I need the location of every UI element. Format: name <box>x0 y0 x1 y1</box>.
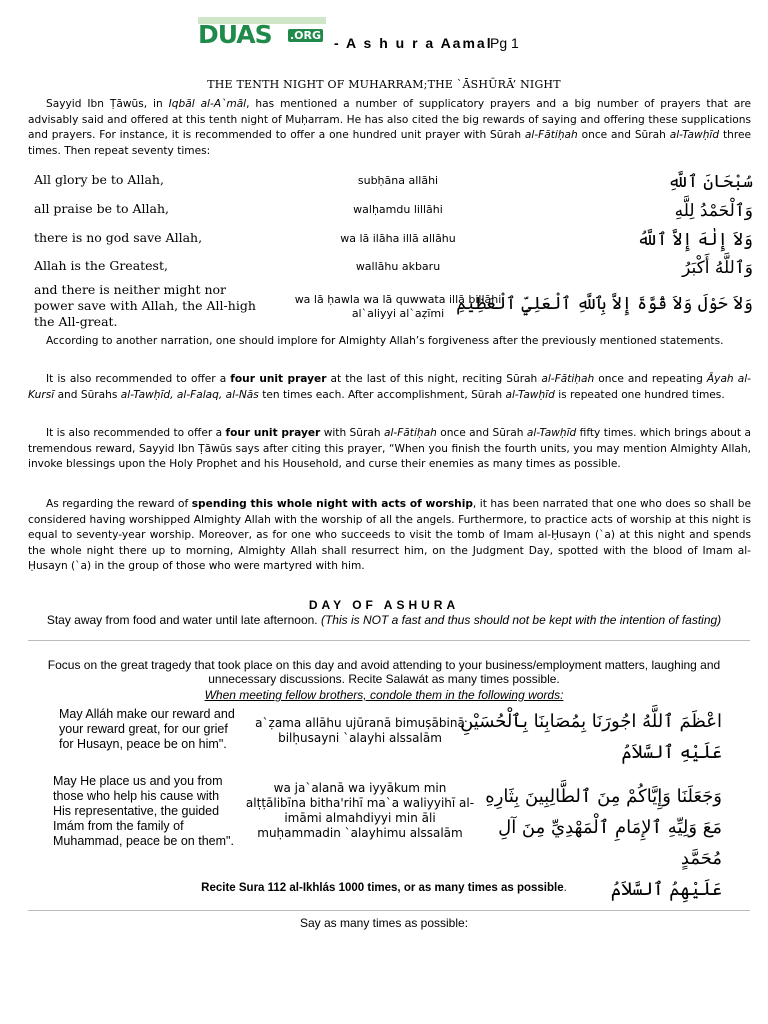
condolence-1-english: May Alláh make our reward and your reward great, for our grief for Husayn, peace be on him". <box>59 707 235 751</box>
condole-instruction: When meeting fellow brothers, condole them in the following words: <box>204 688 564 702</box>
divider <box>28 640 750 641</box>
page-number: Pg 1 <box>490 35 519 51</box>
tasbih-arabic: وَٱللَّهُ أَكْبَرُ <box>682 258 753 278</box>
condolence-1-arabic: اعْظَمَ ٱللَّهُ اجُورَنَا بِمُصَابِنَا بِٱلْحُسَيْنِ عَلَيْهِ ٱلسَّلاَمُ <box>460 711 722 763</box>
say-many-times: Say as many times as possible: <box>299 916 469 930</box>
reward-paragraph: As regarding the reward of spending this whole night with acts of worship, it has been narrated that one who does so shall be considered having worshipped Almighty Allah with the worship of all the angels. Furthermore, to practice acts of worship at this night is equal to seventy-year worship. Moreover, as for one who succeeds to visit the tomb of Imam al-Ḥusayn (`a) at this night and spends the whole night there up to morning, Almighty Allah shall resurrect him, on the Judgment Day, spotted with the blood of Imam al-Ḥusayn (`a) in the group of those who were martyred with him. <box>28 498 751 572</box>
duas-logo[interactable] <box>196 15 332 47</box>
condolence-2-english: May He place us and you from those who help his cause with His representative, the guided Imám from the family of Muhammad, peace be on them". <box>53 774 234 848</box>
tasbih-transliteration: wa lā ḥawla wa lā quwwata illā billāhi al`aliyyi al`aẓīmi <box>294 293 502 320</box>
narration-paragraph: According to another narration, one should implore for Almighty Allah’s forgiveness after the previously mentioned statements. <box>46 335 724 347</box>
tasbih-arabic: سُبْحَانَ ٱللَّهِ <box>667 172 753 192</box>
tasbih-arabic: وَٱلْحَمْدُ لِلَّهِ <box>674 201 753 221</box>
tasbih-english: all praise be to Allah, <box>34 201 170 216</box>
tasbih-row <box>28 282 753 330</box>
tasbih-transliteration: subḥāna allāhi <box>357 174 439 187</box>
logo-text: DUAS <box>198 20 272 49</box>
divider <box>28 910 750 911</box>
day-title: DAY OF ASHURA <box>308 598 460 612</box>
night-title: THE TENTH NIGHT OF MUHARRAM;THE `ĀSHŪRĀ’ NIGHT <box>207 78 561 91</box>
four-unit-paragraph-2: It is also recommended to offer a four unit prayer with Sūrah al-Fātiḥah once and Sūrah al-Tawḥīd fifty times. which brings about a tremendous reward, Sayyid Ibn Ṭāwūs says after citing this prayer, “When you finish the fourth units, you may mention Almighty Allah, invoke blessings upon the Holy Prophet and his Household, and curse their enemies as many times as possible. <box>28 427 751 470</box>
tasbih-row <box>28 201 753 231</box>
recite-ikhlas-line: Recite Sura 112 al-Ikhlás 1000 times, or as many times as possible. <box>201 882 567 894</box>
condolence-2-arabic: وَجَعَلَنَا وَإِيَّاكُمْ مِنَ ٱلطَّالِبِينَ بِثَارِهِ مَعَ وَلِيِّهِ ٱلإِمَامِ ٱلْمَهْدِيِّ مِنَ آلِ مُحَمَّدٍ عَلَيْهِمُ ٱلسَّلاَمُ <box>485 786 722 900</box>
tasbih-transliteration: walḥamdu lillāhi <box>353 203 443 216</box>
condolence-1-transliteration: a`ẓama allāhu ujūranā bimuṣābinā bilḥusayni `alayhi alssalām <box>255 716 465 745</box>
document-title: - A s h u r a Aamal <box>334 35 493 51</box>
intro-paragraph: Sayyid Ibn Ṭāwūs, in Iqbāl al-A`māl, has mentioned a number of supplicatory prayers and a big number of prayers that are advisably said and offered at this tenth night of Muḥarram. He has also cited the big rewards of saying and offering these supplications and prayers. For instance, it is recommended to offer a one hundred unit prayer with Sūrah al-Fātiḥah once and Sūrah al-Tawḥīd three times. Then repeat seventy times: <box>28 98 752 157</box>
tasbih-english: All glory be to Allah, <box>34 172 164 187</box>
four-unit-paragraph-1: It is also recommended to offer a four unit prayer at the last of this night, reciting Sūrah al-Fātiḥah once and repeating Āyah al-Kursī and Sūrahs al-Tawḥīd, al-Falaq, al-Nās ten times each. After accomplishment, Sūrah al-Tawḥīd is repeated one hundred times. <box>28 373 751 401</box>
tasbih-english: there is no god save Allah, <box>34 230 203 245</box>
stay-away-line: Stay away from food and water until late afternoon. (This is NOT a fast and thus should not be kept with the intention of fasting) <box>46 613 722 627</box>
focus-text: Focus on the great tragedy that took place on this day and avoid attending to your business/employment matters, laughing and unnecessary discussions. Recite Salawát as many times possible. <box>47 658 721 686</box>
condolence-2-transliteration: wa ja`alanā wa iyyākum min alṭṭālibīna bitha'rihī ma`a waliyyihī al-imāmi almahdiyyi min āli muḥammadin `alayhimu alssalām <box>245 781 475 840</box>
page-header <box>196 14 332 48</box>
logo-suffix: .ORG <box>290 29 322 42</box>
tasbih-arabic: وَلاَ حَوْلَ وَلاَ قُوَّةَ إِلاَّ بِٱللَّهِ ٱلْعَلِيِّ ٱلْعَظِيمِ <box>456 294 753 314</box>
tasbih-row <box>28 230 753 260</box>
tasbih-transliteration: wallāhu akbaru <box>355 260 441 273</box>
tasbih-row <box>28 172 753 202</box>
tasbih-english: and there is neither might nor power save with Allah, the All-high the All-great. <box>34 282 256 329</box>
tasbih-arabic: وَلاَ إِلٰهَ إِلاَّ ٱللَّهُ <box>637 230 753 250</box>
tasbih-transliteration: wa lā ilāha illā allāhu <box>340 232 456 245</box>
tasbih-english: Allah is the Greatest, <box>34 258 168 273</box>
